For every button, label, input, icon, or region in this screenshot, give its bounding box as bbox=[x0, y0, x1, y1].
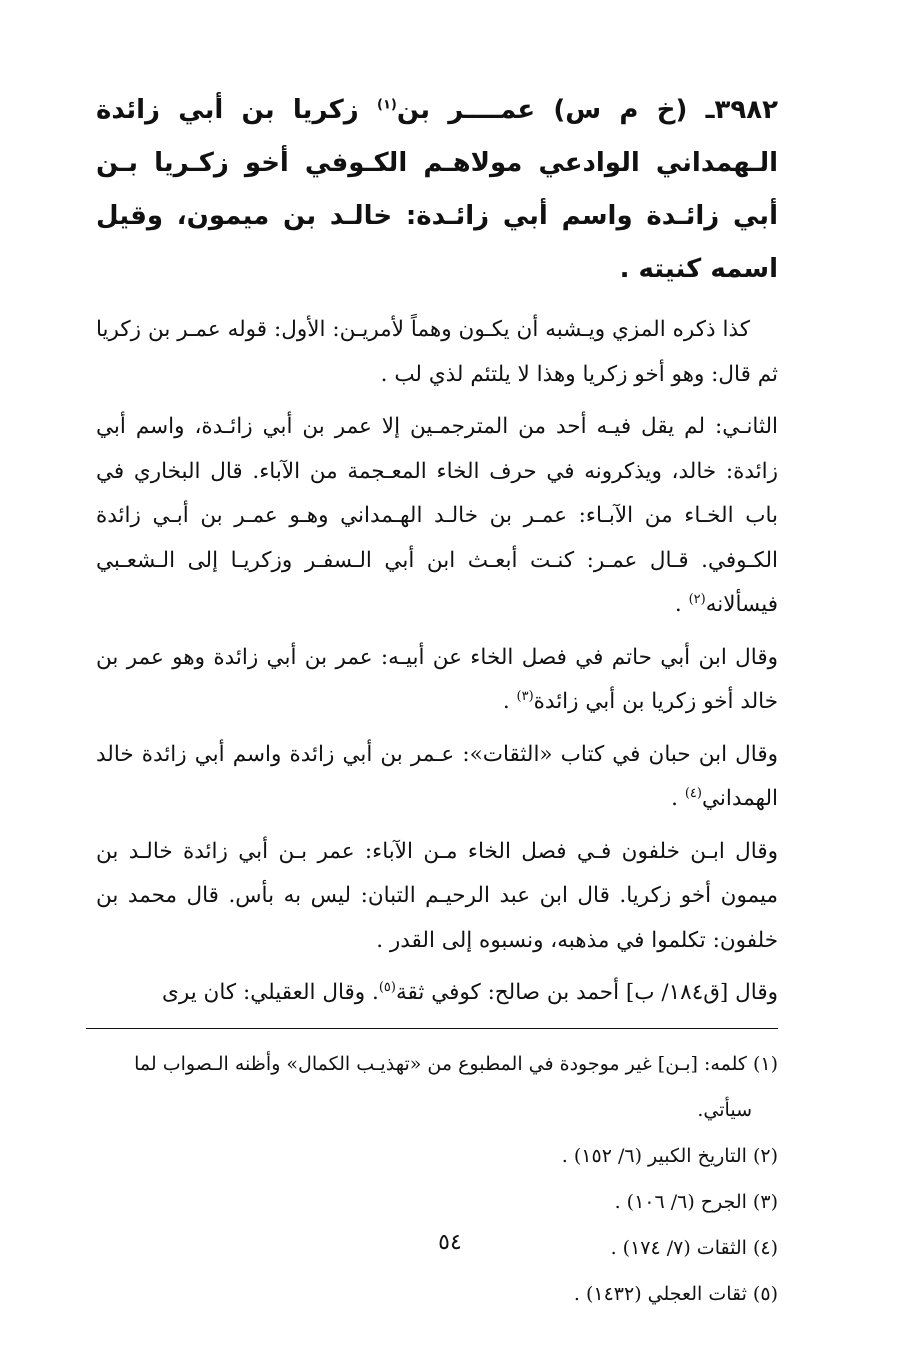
footnote-ref-5: (٥) bbox=[378, 979, 396, 995]
paragraph-4-text: وقال ابن حبان في كتاب «الثقات»: عـمر بن أبي زائدة واسم أبي زائدة خالد الهمداني bbox=[96, 741, 778, 811]
entry-heading-text: ٣٩٨٢ـ (خ م س) عمــــر بن bbox=[396, 95, 778, 125]
entry-heading-rest: زكريا بن أبي زائدة الـهمداني الوادعي مولاهـم الكـوفي أخو زكـريا بـن أبي زائـدة واسم أبي زائـدة: خالـد بن ميمون، وقيل اسمه كنيته . bbox=[96, 95, 778, 284]
entry-heading bbox=[96, 84, 778, 296]
paragraph-2-text: الثانـي: لم يقل فيـه أحد من المترجمـين إلا عمر بن أبي زائـدة، واسم أبي زائدة: خالد، ويذكرونه في حرف الخاء المعـجمة من الآباء. قال البخاري في باب الخـاء من الآبـاء: عمـر بن خالـد الهـمداني وهـو عمـر بن أبـي زائدة الكـوفي. قـال عمـر: كنـت أبعـث ابن أبي الـسفـر وزكريـا إلى الـشعـبي فيسألانه bbox=[96, 414, 778, 617]
paragraph-3 bbox=[96, 636, 778, 725]
footnote-5: (٥) ثقات العجلي (١٤٣٢) . bbox=[573, 1282, 778, 1305]
paragraph-6-end: . وقال العقيلي: كان يرى bbox=[162, 980, 379, 1005]
paragraph-2-end: . bbox=[674, 592, 689, 617]
footnote-3: (٣) الجرح (٦/ ١٠٦) . bbox=[614, 1190, 778, 1213]
paragraph-4 bbox=[96, 733, 778, 822]
footnote-2: (٢) التاريخ الكبير (٦/ ١٥٢) . bbox=[561, 1144, 778, 1167]
paragraph-3-text: وقال ابن أبي حاتم في فصل الخاء عن أبيـه: عمر بن أبي زائدة وهو عمر بن خالد أخو زكريا بن أبي زائدة bbox=[96, 644, 778, 714]
footnotes bbox=[96, 1041, 778, 1317]
footnote-separator bbox=[86, 1028, 778, 1029]
footnote-1-continued: سيأتي. bbox=[697, 1098, 752, 1121]
paragraph-2 bbox=[96, 405, 778, 628]
paragraph-3-end: . bbox=[502, 689, 517, 714]
footnote-ref-3: (٣) bbox=[516, 688, 534, 704]
footnote-4: (٤) الثقات (٧/ ١٧٤) . bbox=[610, 1236, 778, 1259]
footnote-1: (١) كلمه: [بـن] غير موجودة في المطبوع من «تهذيـب الكمال» وأظنه الـصواب لما bbox=[134, 1052, 778, 1075]
paragraph-6-text: وقال [ق١٨٤/ ب] أحمد بن صالح: كوفي ثقة bbox=[395, 980, 778, 1005]
paragraph-6 bbox=[96, 971, 778, 1016]
footnote-ref-1: (١) bbox=[376, 97, 397, 113]
paragraph-5: وقال ابـن خلفون فـي فصل الخاء مـن الآباء: عمر بـن أبي زائدة خالـد بن ميمون أخو زكريا. قال ابن عبد الرحيـم التبان: ليس به بأس. قال محمد بن خلفون: تكلموا في مذهبه، ونسبوه إلى القدر . bbox=[96, 838, 778, 953]
footnote-ref-4: (٤) bbox=[684, 785, 702, 801]
page-number: ٥٤ bbox=[438, 1230, 462, 1255]
footnote-ref-2: (٢) bbox=[688, 591, 706, 607]
paragraph-1: كذا ذكره المزي ويـشبه أن يكـون وهماً لأمريـن: الأول: قوله عمـر بن زكريا ثم قال: وهو أخو زكريا وهذا لا يلتئم لذي لب . bbox=[96, 317, 778, 387]
paragraph-4-end: . bbox=[671, 786, 685, 811]
